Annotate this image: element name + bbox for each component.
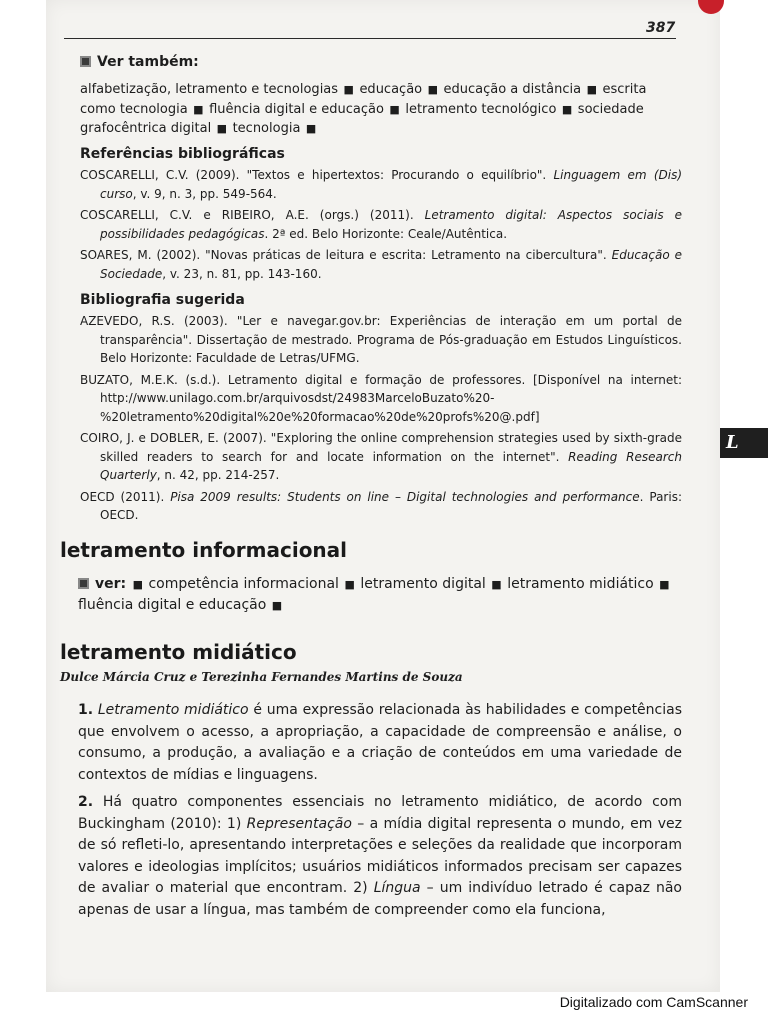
reference-entry: BUZATO, M.E.K. (s.d.). Letramento digital e formação de professores. [Disponível na internet: http://www.unilago.com.br/arquivosdst/24983MarceloBuzato%20-%20letramento%20digital%20e%20formacao%20de%20profs%20@.pdf] [80,372,682,424]
bullet-square-icon: ■ [302,122,317,135]
bullet-square-icon: ■ [385,102,404,116]
section-tab-letter: L [720,428,768,458]
see-also-item: fluência digital e educação [209,101,384,117]
reference-entry: COIRO, J. e DOBLER, E. (2007). "Exploring the online comprehension strategies used by sixth-grade skilled readers to search for and locate information on the internet". Reading Research Quarterly, n. 42, pp. 214-257. [80,431,682,482]
reference-entry: COSCARELLI, C.V. (2009). "Textos e hipertextos: Procurando o equilíbrio". Linguagem em (Dis) curso, v. 9, n. 3, pp. 549-564. [80,168,683,201]
paragraph-1: 1. Letramento midiático é uma expressão relacionada às habilidades e competências que envolvem o acesso, a apropriação, a capacidade de compreensão e análise, o consumo, a produção, a avaliação e a criação de conteúdos em uma variedade de contextos de mídias e linguagens. [78,702,683,783]
bullet-square-icon: ■ [655,578,670,591]
bullet-square-icon: ■ [340,83,358,96]
see-also-item: tecnologia [232,121,301,136]
entry-body [78,700,682,927]
see-also-heading: Ver também: [80,54,682,70]
entry-title-letramento-informacional: letramento informacional [60,538,348,562]
checkbox-icon [80,56,91,67]
references-heading: Referências bibliográficas [80,146,285,162]
see-items [78,576,672,613]
paragraph-2: 2. Há quatro componentes essenciais no letramento midiático, de acordo com Buckingham (2010): 1) Representação – a mídia digital representa o mundo, em vez de só refleti-lo, apresentando interpretações e seleções da realidade que incorporam valores e ideologias implícitos; usuários midiáticos informados precisam ser capazes de avaliar o material que encontram. 2) Língua – um indivíduo letrado é capaz não apenas de usar a língua, mas também de compreender como ela funciona, [78,794,682,918]
bullet-square-icon: ■ [583,83,601,96]
suggested-heading: Bibliografia sugerida [80,292,245,308]
references-section [80,146,682,286]
see-also-list [80,80,680,139]
see-label: ver: [95,576,127,592]
see-also-item: escrita como tecnologia [80,82,647,117]
see-also-item: educação [359,82,423,97]
header-rule [64,38,676,39]
page-number: 387 [646,20,676,36]
see-also-item: letramento tecnológico [405,101,557,117]
see-also-item: sociedade grafocêntrica digital [80,101,644,136]
bullet-square-icon: ■ [213,122,231,135]
entry-cross-reference [78,574,682,616]
suggested-bibliography-section [80,292,682,528]
reference-entry: AZEVEDO, R.S. (2003). "Ler e navegar.gov.br: Experiências de interação em um portal de transparência". Dissertação de mestrado. Programa de Pós-graduação em Estudos Linguísticos. Belo Horizonte: Faculdade de Letras/UFMG. [80,314,682,365]
see-also-item: alfabetização, letramento e tecnologias [80,82,339,97]
bullet-square-icon: ■ [487,578,506,591]
see-also-item: competência informacional [148,576,339,592]
reference-entry: COSCARELLI, C.V. e RIBEIRO, A.E. (orgs.) (2011). Letramento digital: Aspectos sociais e possibilidades pedagógicas. 2ª ed. Belo Horizonte: Ceale/Autêntica. [80,208,682,241]
bullet-square-icon: ■ [268,599,283,612]
bullet-square-icon: ■ [132,578,147,591]
scanner-watermark: Digitalizado com CamScanner [559,994,748,1010]
reference-entry: OECD (2011). Pisa 2009 results: Students on line – Digital technologies and performance. Paris: OECD. [80,489,682,522]
see-also-item: letramento midiático [507,576,654,592]
bullet-square-icon: ■ [189,102,208,116]
references-list [80,166,682,283]
bullet-square-icon: ■ [558,102,576,116]
suggested-list [80,312,682,525]
reference-entry: SOARES, M. (2002). "Novas práticas de leitura e escrita: Letramento na cibercultura". Educação e Sociedade, v. 23, n. 81, pp. 143-160. [80,248,683,281]
see-also-item: educação a distância [443,82,582,97]
checkbox-icon [78,578,89,589]
see-also-item: letramento digital [360,576,486,592]
bullet-square-icon: ■ [340,578,359,591]
see-also-item: fluência digital e educação [78,597,267,613]
entry-title-letramento-midiatico: letramento midiático [60,640,297,664]
entry-authors: Dulce Márcia Cruz e Terezinha Fernandes Martins de Souza [60,670,463,684]
bullet-square-icon: ■ [424,83,442,96]
